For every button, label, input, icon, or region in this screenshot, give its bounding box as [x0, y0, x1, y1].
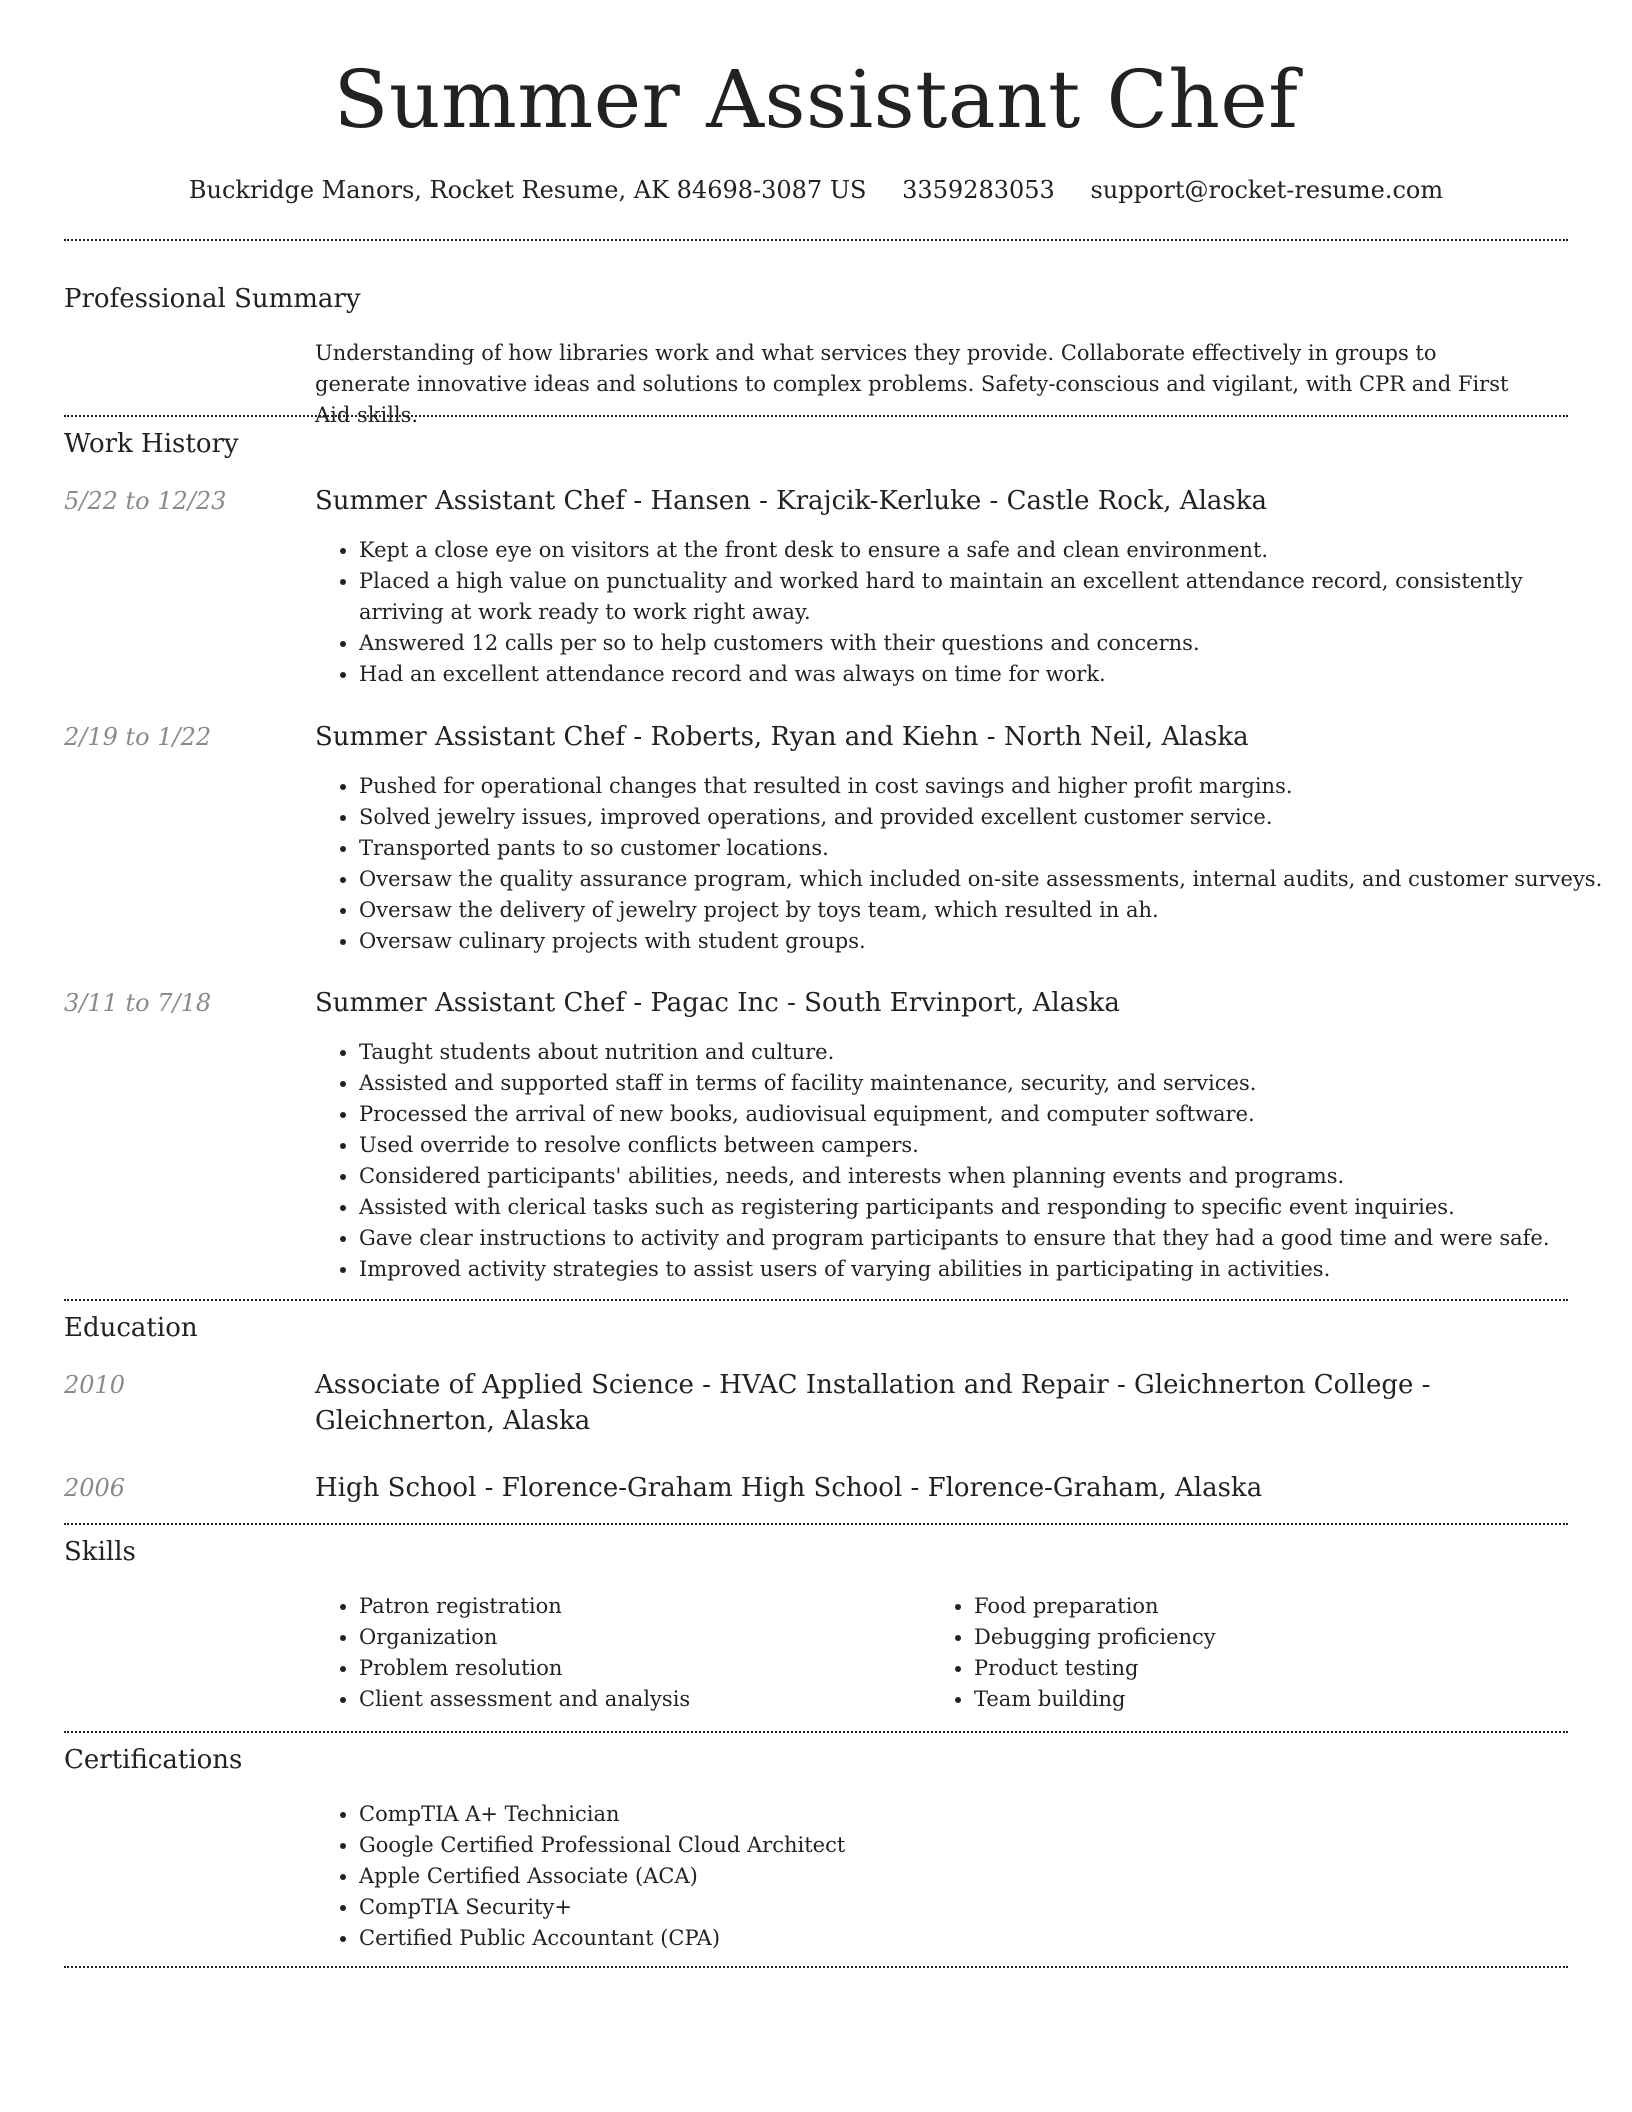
job-title — [315, 719, 1565, 755]
list-item: • Transported pants to so customer locations. — [359, 833, 1609, 864]
job-date: 3/11 to 7/18 — [64, 989, 212, 1017]
list-item: • Improved activity strategies to assist users of varying abilities in participating in activities. — [359, 1254, 1609, 1285]
list-item: • Google Certified Professional Cloud Architect — [359, 1830, 1609, 1861]
section-title-work-history: Work History — [64, 429, 239, 459]
education-degree: High School — [315, 1473, 477, 1503]
list-item: • Had an excellent attendance record and was always on time for work. — [359, 659, 1609, 690]
list-item: • Solved jewelry issues, improved operations, and provided excellent customer service. — [359, 802, 1609, 833]
list-item: • Processed the arrival of new books, audiovisual equipment, and computer software. — [359, 1099, 1609, 1130]
list-item: • Certified Public Accountant (CPA) — [359, 1923, 1609, 1954]
list-item: • Team building — [974, 1684, 1574, 1715]
job-date: 2/19 to 1/22 — [64, 723, 212, 751]
job-bullets — [315, 535, 1609, 690]
job-bullets — [315, 771, 1609, 957]
education-date: 2010 — [64, 1371, 126, 1399]
list-item: • Considered participants' abilities, needs, and interests when planning events and programs. — [359, 1161, 1609, 1192]
education-title — [315, 1367, 1565, 1439]
list-item: • Assisted and supported staff in terms of facility maintenance, security, and services. — [359, 1068, 1609, 1099]
list-item: • Assisted with clerical tasks such as registering participants and responding to specific event inquiries. — [359, 1192, 1609, 1223]
job-employer-location: - Hansen - Krajcik-Kerluke - Castle Rock, Alaska — [625, 486, 1267, 516]
list-item: • Problem resolution — [359, 1653, 919, 1684]
job-role: Summer Assistant Chef — [315, 988, 626, 1018]
divider — [64, 1299, 1568, 1301]
job-employer-location: - Pagac Inc - South Ervinport, Alaska — [625, 988, 1120, 1018]
job-bullets — [315, 1037, 1609, 1285]
list-item: • Debugging proficiency — [974, 1622, 1574, 1653]
certifications-list — [315, 1799, 1609, 1954]
list-item: • Kept a close eye on visitors at the front desk to ensure a safe and clean environment. — [359, 535, 1609, 566]
list-item: • Used override to resolve conflicts between campers. — [359, 1130, 1609, 1161]
education-school-location: - Gleichnerton College - Gleichnerton, Alaska — [315, 1370, 1431, 1436]
job-role: Summer Assistant Chef — [315, 486, 626, 516]
divider — [64, 1523, 1568, 1525]
skills-list-column-2 — [930, 1591, 1574, 1715]
list-item: • Patron registration — [359, 1591, 919, 1622]
skills-list-column-1 — [315, 1591, 919, 1715]
job-employer-location: - Roberts, Ryan and Kiehn - North Neil, Alaska — [625, 722, 1249, 752]
section-title-certifications: Certifications — [64, 1745, 243, 1775]
list-item: • Client assessment and analysis — [359, 1684, 919, 1715]
job-title — [315, 985, 1565, 1021]
list-item: • Pushed for operational changes that resulted in cost savings and higher profit margins. — [359, 771, 1609, 802]
list-item: • Gave clear instructions to activity and program participants to ensure that they had a good time and were safe. — [359, 1223, 1609, 1254]
candidate-name: Summer Assistant Chef — [333, 53, 1299, 146]
list-item: • CompTIA Security+ — [359, 1892, 1609, 1923]
contact-phone: 3359283053 — [902, 176, 1055, 204]
education-date: 2006 — [64, 1474, 126, 1502]
list-item: • Answered 12 calls per so to help customers with their questions and concerns. — [359, 628, 1609, 659]
divider — [64, 1966, 1568, 1968]
education-school-location: - Florence-Graham High School - Florence-Graham, Alaska — [476, 1473, 1263, 1503]
contact-email: support@rocket-resume.com — [1090, 176, 1444, 204]
section-title-skills: Skills — [64, 1537, 136, 1567]
list-item: • Oversaw culinary projects with student groups. — [359, 926, 1609, 957]
contact-line — [0, 170, 1632, 210]
list-item: • Placed a high value on punctuality and worked hard to maintain an excellent attendance record, consistently arriving at work ready to work right away. — [359, 566, 1609, 628]
divider — [64, 1731, 1568, 1733]
list-item: • Oversaw the quality assurance program, which included on-site assessments, internal audits, and customer surveys. — [359, 864, 1609, 895]
summary-text: Understanding of how libraries work and what services they provide. Collaborate effectively in groups to generate innovative ideas and solutions to complex problems. Safety-conscious and vigilant, with CPR and First Aid skills. — [315, 341, 1509, 427]
job-date: 5/22 to 12/23 — [64, 487, 227, 515]
education-degree: Associate of Applied Science - HVAC Installation and Repair — [315, 1370, 1109, 1400]
section-title-summary: Professional Summary — [64, 284, 361, 314]
job-title — [315, 483, 1565, 519]
education-title — [315, 1470, 1565, 1506]
list-item: • Taught students about nutrition and culture. — [359, 1037, 1609, 1068]
list-item: • Organization — [359, 1622, 919, 1653]
divider — [64, 239, 1568, 241]
job-role: Summer Assistant Chef — [315, 722, 626, 752]
list-item: • CompTIA A+ Technician — [359, 1799, 1609, 1830]
divider — [64, 415, 1568, 417]
list-item: • Oversaw the delivery of jewelry project by toys team, which resulted in ah. — [359, 895, 1609, 926]
list-item: • Apple Certified Associate (ACA) — [359, 1861, 1609, 1892]
list-item: • Product testing — [974, 1653, 1574, 1684]
contact-address: Buckridge Manors, Rocket Resume, AK 84698-3087 US — [188, 176, 867, 204]
list-item: • Food preparation — [974, 1591, 1574, 1622]
section-title-education: Education — [64, 1313, 198, 1343]
